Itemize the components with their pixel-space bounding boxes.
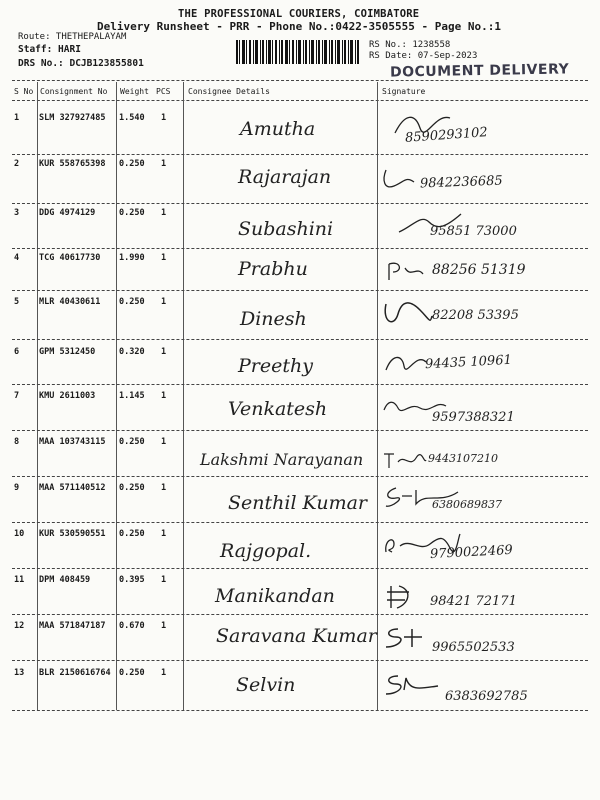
row-12-signature-scribble [382, 625, 426, 651]
row-13-consignee: Selvin [236, 674, 296, 696]
row-4-pcs: 1 [161, 253, 167, 263]
row-3-consignment: DDG 4974129 [39, 208, 96, 218]
row-2-signature-scribble [380, 166, 420, 194]
row-2-pcs: 1 [161, 159, 167, 169]
row-11-pcs: 1 [161, 575, 167, 585]
row-1-pcs: 1 [161, 113, 167, 123]
row-6-weight: 0.320 [119, 347, 145, 357]
document-delivery-stamp: DOCUMENT DELIVERY [389, 61, 570, 81]
row-13-consignment: BLR 2150616764 [39, 668, 111, 678]
col-line-4 [377, 82, 378, 710]
row-8-weight: 0.250 [119, 437, 145, 447]
row-9-phone: 6380689837 [432, 498, 502, 511]
row-4-signature-scribble [385, 258, 427, 284]
row-5-consignment: MLR 40430611 [39, 297, 101, 307]
row-12-divider [12, 660, 588, 661]
row-9-consignment: MAA 571140512 [39, 483, 106, 493]
row-2-sno: 2 [14, 159, 20, 169]
row-4-sno: 4 [14, 253, 20, 263]
row-4-phone: 88256 51319 [432, 262, 526, 278]
row-8-pcs: 1 [161, 437, 167, 447]
rs-number: RS No.: 1238558 [369, 40, 451, 50]
staff-label: Staff: HARI [18, 44, 81, 55]
row-13-phone: 6383692785 [445, 689, 528, 704]
rs-date: RS Date: 07-Sep-2023 [369, 51, 478, 61]
row-2-consignment: KUR 558765398 [39, 159, 106, 169]
row-8-divider [12, 476, 588, 477]
row-10-weight: 0.250 [119, 529, 145, 539]
row-10-consignee: Rajgopal. [220, 540, 312, 562]
col-line-2 [116, 82, 117, 710]
row-11-consignment: DPM 408459 [39, 575, 91, 585]
row-11-divider [12, 614, 588, 615]
row-6-consignment: GPM 5312450 [39, 347, 96, 357]
row-9-weight: 0.250 [119, 483, 145, 493]
row-3-consignee: Subashini [238, 218, 334, 240]
row-10-pcs: 1 [161, 529, 167, 539]
row-4-divider [12, 290, 588, 291]
row-5-consignee: Dinesh [240, 308, 307, 330]
row-12-consignment: MAA 571847187 [39, 621, 106, 631]
row-7-sno: 7 [14, 391, 20, 401]
row-1-consignment: SLM 327927485 [39, 113, 106, 123]
row-3-sno: 3 [14, 208, 20, 218]
row-10-consignment: KUR 530590551 [39, 529, 106, 539]
row-4-consignee: Prabhu [238, 258, 308, 280]
row-2-phone: 9842236685 [419, 173, 503, 192]
row-6-divider [12, 384, 588, 385]
drs-number: DRS No.: DCJB123855801 [18, 58, 144, 69]
row-12-sno: 12 [14, 621, 25, 631]
row-13-sno: 13 [14, 668, 25, 678]
header-divider-bottom [12, 100, 588, 101]
header-divider-top [12, 80, 588, 81]
row-5-divider [12, 339, 588, 340]
row-1-sno: 1 [14, 113, 20, 123]
row-9-sno: 9 [14, 483, 20, 493]
runsheet-title: Delivery Runsheet - PRR - Phone No.:0422-3505555 - Page No.:1 [97, 20, 501, 33]
row-11-phone: 98421 72171 [430, 594, 517, 609]
row-9-divider [12, 522, 588, 523]
barcode [236, 40, 360, 64]
row-11-weight: 0.395 [119, 575, 145, 585]
row-2-consignee: Rajarajan [238, 166, 332, 188]
row-1-weight: 1.540 [119, 113, 145, 123]
row-13-signature-scribble [382, 672, 442, 700]
row-6-sno: 6 [14, 347, 20, 357]
row-3-weight: 0.250 [119, 208, 145, 218]
company-title: THE PROFESSIONAL COURIERS, COIMBATORE [178, 8, 420, 20]
row-12-consignee: Saravana Kumar [216, 625, 377, 647]
row-11-signature-scribble [385, 582, 421, 612]
row-12-phone: 9965502533 [432, 640, 515, 655]
row-12-pcs: 1 [161, 621, 167, 631]
row-10-divider [12, 568, 588, 569]
row-1-phone: 8590293102 [404, 125, 489, 146]
row-3-pcs: 1 [161, 208, 167, 218]
row-8-signature-scribble [380, 448, 428, 472]
col-header-pcs: PCS [156, 87, 171, 96]
row-7-consignment: KMU 2611003 [39, 391, 96, 401]
route-label: Route: THETHEPALAYAM [18, 32, 127, 42]
col-header-weight: Weight [120, 87, 149, 96]
row-10-sno: 10 [14, 529, 25, 539]
row-3-phone: 95851 73000 [430, 224, 517, 239]
row-2-divider [12, 203, 588, 204]
row-9-pcs: 1 [161, 483, 167, 493]
row-4-consignment: TCG 40617730 [39, 253, 101, 263]
row-5-weight: 0.250 [119, 297, 145, 307]
row-13-pcs: 1 [161, 668, 167, 678]
row-11-consignee: Manikandan [215, 585, 335, 607]
row-11-sno: 11 [14, 575, 25, 585]
col-header-consignee: Consignee Details [188, 87, 270, 96]
row-6-phone: 94435 10961 [424, 352, 513, 373]
row-13-weight: 0.250 [119, 668, 145, 678]
row-8-phone: 9443107210 [428, 452, 498, 465]
col-header-consignment: Consignment No [40, 87, 108, 96]
row-5-signature-scribble [380, 296, 436, 332]
row-7-weight: 1.145 [119, 391, 145, 401]
row-8-sno: 8 [14, 437, 20, 447]
row-7-pcs: 1 [161, 391, 167, 401]
row-1-consignee: Amutha [240, 118, 316, 140]
row-7-consignee: Venkatesh [228, 398, 328, 420]
col-line-1 [37, 82, 38, 710]
row-10-phone: 9790022469 [429, 542, 514, 563]
col-header-sno: S No [14, 87, 34, 96]
row-3-divider [12, 248, 588, 249]
col-line-3 [183, 82, 184, 710]
row-4-weight: 1.990 [119, 253, 145, 263]
row-8-consignment: MAA 103743115 [39, 437, 106, 447]
col-header-signature: Signature [382, 87, 426, 96]
row-7-divider [12, 430, 588, 431]
row-12-weight: 0.670 [119, 621, 145, 631]
row-2-weight: 0.250 [119, 159, 145, 169]
row-5-sno: 5 [14, 297, 20, 307]
row-1-divider [12, 154, 588, 155]
row-6-consignee: Preethy [238, 355, 313, 377]
row-13-divider [12, 710, 588, 711]
row-8-consignee: Lakshmi Narayanan [200, 450, 364, 469]
row-5-phone: 82208 53395 [432, 308, 519, 323]
row-9-consignee: Senthil Kumar [228, 492, 368, 514]
row-5-pcs: 1 [161, 297, 167, 307]
row-6-pcs: 1 [161, 347, 167, 357]
row-7-phone: 9597388321 [432, 410, 515, 425]
